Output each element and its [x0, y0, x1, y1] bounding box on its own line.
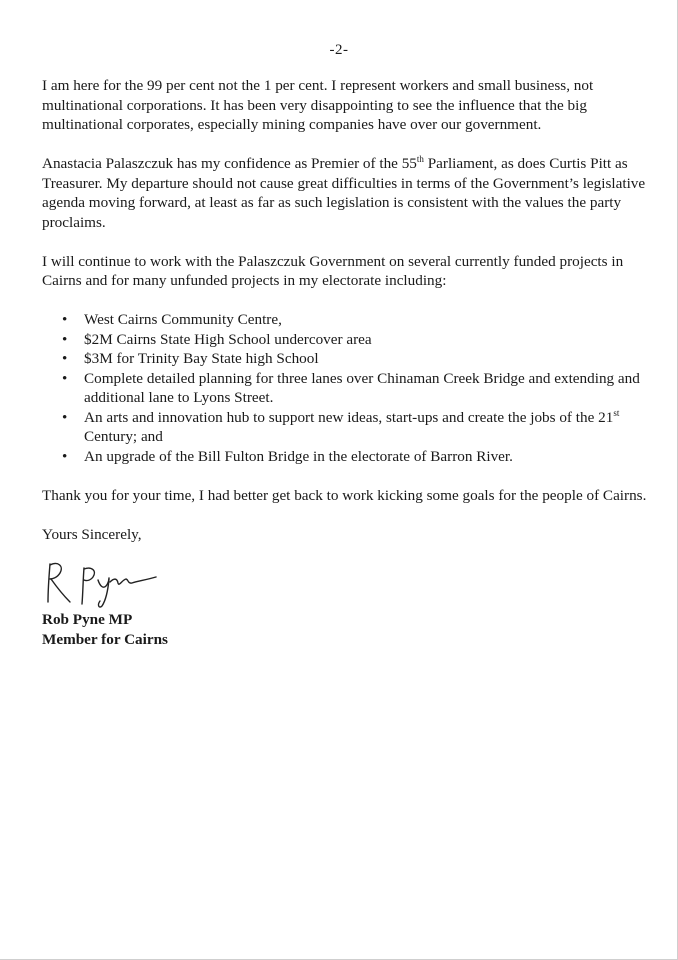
closing-salutation: Yours Sincerely,	[42, 525, 142, 543]
ordinal-suffix: st	[613, 407, 620, 418]
project-list	[42, 310, 662, 466]
paragraph-projects: I will continue to work with the Palaszczuk Government on several currently funded projects in Cairns and for many unfunded projects in my electorate including:	[42, 252, 624, 289]
handwritten-signature	[42, 558, 172, 610]
paragraph-confidence-text-a: Anastacia Palaszczuk has my confidence as Premier of the 55	[42, 155, 417, 172]
paragraph-thanks: Thank you for your time, I had better get back to work kicking some goals for the people of Cairns.	[42, 486, 647, 504]
list-item	[42, 408, 662, 447]
list-item: • An upgrade of the Bill Fulton Bridge in the electorate of Barron River.	[42, 447, 662, 467]
list-item: • West Cairns Community Centre,	[42, 310, 662, 330]
paragraph-intro: I am here for the 99 per cent not the 1 per cent. I represent workers and small business, not multinational corporations. It has been very disappointing to see the influence that the big multinational corporates, especially mining companies have over our government.	[42, 77, 594, 133]
signatory-title: Member for Cairns	[42, 630, 168, 648]
signatory-name: Rob Pyne MP	[42, 611, 133, 628]
letter-body	[42, 76, 662, 649]
list-item: • $3M for Trinity Bay State high School	[42, 349, 662, 369]
list-item-text-b: Century; and	[84, 428, 163, 445]
paragraph-confidence-text-b: Parliament, as does Curtis Pitt as Treasurer. My departure should not cause great difficulties in terms of the Government’s legislative agenda moving forward, at least as far as such legislation is consistent with the values the party proclaims.	[42, 155, 646, 231]
paragraph-confidence	[42, 154, 662, 232]
ordinal-suffix: th	[416, 154, 424, 164]
list-item-text-a: An arts and innovation hub to support new ideas, start-ups and create the jobs of the 21	[84, 408, 614, 426]
list-item: • $2M Cairns State High School undercover area	[42, 330, 662, 350]
list-item: • Complete detailed planning for three lanes over Chinaman Creek Bridge and extending and additional lane to Lyons Street.	[42, 369, 662, 408]
page-number: -2-	[329, 42, 349, 58]
